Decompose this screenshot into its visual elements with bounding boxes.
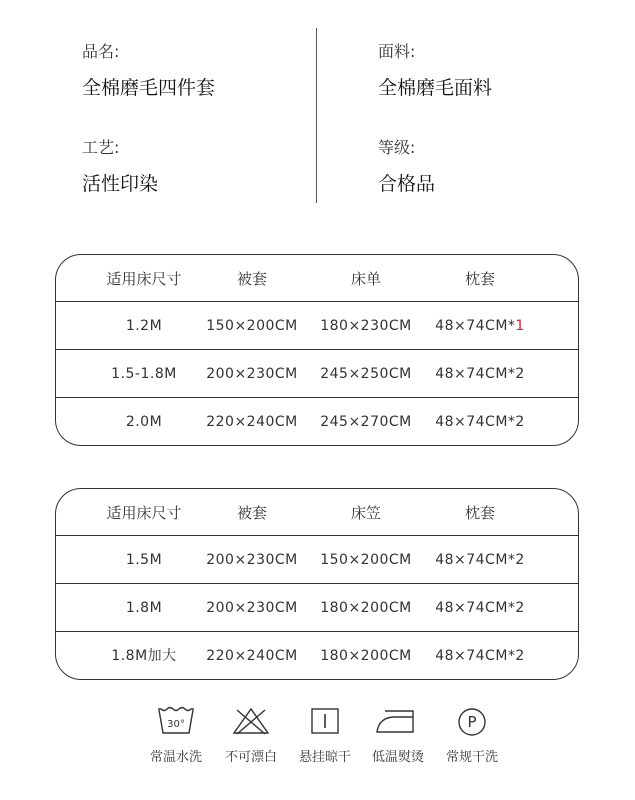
cell-sheet: 245×270CM — [320, 414, 412, 430]
grade-value: 合格品 — [378, 173, 436, 195]
no-bleach-icon — [231, 706, 271, 736]
no-bleach-label: 不可漂白 — [224, 750, 278, 765]
care-dry-clean — [432, 706, 512, 776]
cell-duvet: 200×230CM — [206, 366, 298, 382]
cell-duvet: 220×240CM — [206, 648, 298, 664]
table-row — [56, 535, 578, 584]
table-row — [56, 349, 578, 398]
table-row — [56, 631, 578, 680]
craft-label: 工艺: — [82, 138, 120, 157]
wash-label: 常温水洗 — [149, 750, 203, 765]
cell-pillow: 48×74CM*2 — [435, 600, 525, 616]
size-table-sheet — [55, 254, 579, 446]
cell-duvet: 220×240CM — [206, 414, 298, 430]
cell-pillow: 48×74CM*2 — [435, 648, 525, 664]
svg-text:P: P — [467, 713, 477, 731]
cell-size: 1.5M — [125, 552, 163, 568]
cell-pillow — [435, 302, 525, 350]
care-no-bleach — [211, 706, 291, 776]
svg-text:30°: 30° — [167, 719, 185, 730]
header-duvet: 被套 — [236, 270, 268, 288]
grade-label: 等级: — [378, 138, 416, 157]
header-duvet: 被套 — [236, 504, 268, 522]
header-pillow: 枕套 — [464, 270, 496, 288]
hang-dry-icon — [305, 706, 345, 736]
care-iron — [358, 706, 438, 776]
header-fitted: 床笠 — [350, 504, 382, 522]
care-hang-dry — [285, 706, 365, 776]
fabric-value: 全棉磨毛面料 — [378, 77, 493, 99]
cell-duvet: 150×200CM — [206, 318, 298, 334]
dry-clean-label: 常规干洗 — [445, 750, 499, 765]
cell-pillow: 48×74CM*2 — [435, 366, 525, 382]
header-size: 适用床尺寸 — [106, 270, 182, 288]
iron-icon — [373, 706, 423, 736]
dry-clean-icon — [452, 706, 492, 738]
table-row — [56, 397, 578, 446]
care-wash — [136, 706, 216, 776]
header-pillow: 枕套 — [464, 504, 496, 522]
craft-value: 活性印染 — [82, 173, 159, 195]
cell-pillow-qty: 1 — [515, 318, 525, 334]
hang-dry-label: 悬挂晾干 — [298, 750, 352, 765]
cell-size: 1.2M — [125, 318, 163, 334]
size-table-fitted — [55, 488, 579, 680]
cell-pillow: 48×74CM*2 — [435, 414, 525, 430]
cell-size: 1.8M加大 — [111, 648, 177, 664]
cell-size: 2.0M — [125, 414, 163, 430]
cell-pillow: 48×74CM*2 — [435, 552, 525, 568]
table-row — [56, 583, 578, 632]
cell-fitted: 180×200CM — [320, 648, 412, 664]
cell-duvet: 200×230CM — [206, 600, 298, 616]
table-row — [56, 301, 578, 350]
header-sheet: 床单 — [350, 270, 382, 288]
name-label: 品名: — [82, 42, 120, 61]
cell-sheet: 180×230CM — [320, 318, 412, 334]
table-header — [56, 489, 578, 537]
iron-label: 低温熨烫 — [371, 750, 425, 765]
wash-tub-icon — [156, 706, 196, 736]
cell-fitted: 150×200CM — [320, 552, 412, 568]
fabric-label: 面料: — [378, 42, 416, 61]
name-value: 全棉磨毛四件套 — [82, 77, 216, 99]
cell-sheet: 245×250CM — [320, 366, 412, 382]
cell-size: 1.8M — [125, 600, 163, 616]
cell-pillow-text: 48×74CM* — [435, 318, 516, 334]
cell-duvet: 200×230CM — [206, 552, 298, 568]
cell-size: 1.5-1.8M — [111, 366, 177, 382]
info-divider — [316, 28, 317, 203]
header-size: 适用床尺寸 — [106, 504, 182, 522]
table-header — [56, 255, 578, 303]
cell-fitted: 180×200CM — [320, 600, 412, 616]
